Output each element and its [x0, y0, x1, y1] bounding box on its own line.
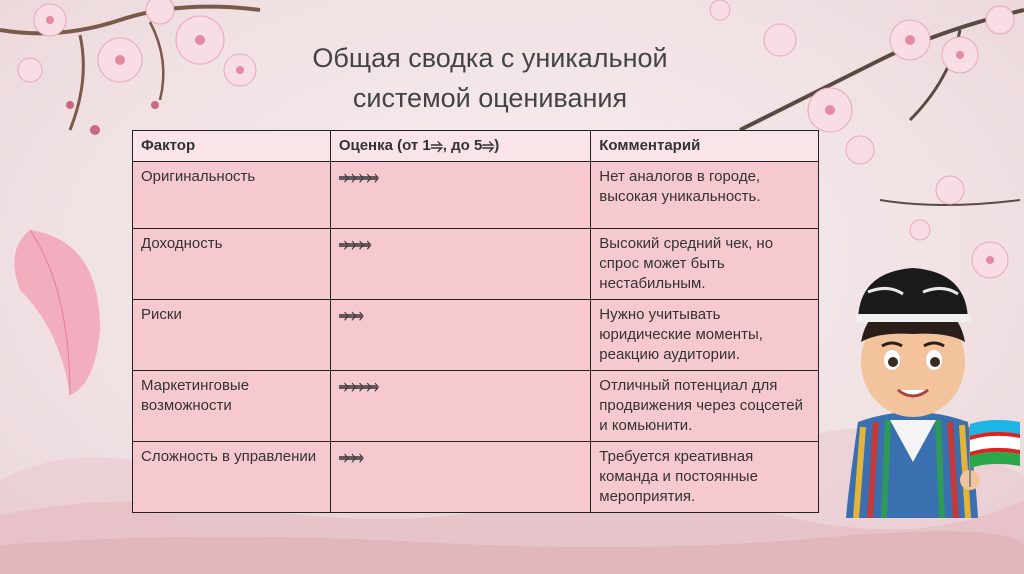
- factor-cell: Маркетинговые возможности: [133, 371, 331, 442]
- boy-mascot-icon: [828, 262, 1024, 518]
- rating-icons: ⥤⥤⥤⥤⥤: [338, 170, 377, 184]
- pink-petal-icon: [0, 210, 120, 400]
- factor-cell: Доходность: [133, 229, 331, 300]
- rating-cell: [330, 162, 590, 229]
- evaluation-table: [132, 130, 819, 513]
- rating-cell: [330, 300, 590, 371]
- rating-cell: [330, 371, 590, 442]
- table-row: [133, 162, 819, 229]
- header-factor: Фактор: [133, 131, 331, 162]
- rating-icons: ⥤⥤⥤: [338, 450, 362, 464]
- factor-cell: Сложность в управлении: [133, 442, 331, 513]
- title-line-1: Общая сводка с уникальной: [312, 43, 668, 73]
- comment-cell: Нет аналогов в городе, высокая уникальность.: [591, 162, 819, 229]
- rating-icons: ⥤⥤⥤⥤: [338, 237, 370, 251]
- comment-cell: Нужно учитывать юридические моменты, реакцию аудитории.: [591, 300, 819, 371]
- comment-cell: Отличный потенциал для продвижения через соцсетей и комьюнити.: [591, 371, 819, 442]
- table-row: [133, 229, 819, 300]
- rating-icons: ⥤⥤⥤⥤⥤: [338, 379, 377, 393]
- table-header-row: [133, 131, 819, 162]
- title-line-2: системой оценивания: [352, 83, 628, 113]
- slide-title: [230, 38, 750, 118]
- header-comment: Комментарий: [591, 131, 819, 162]
- comment-cell: Высокий средний чек, но спрос может быть нестабильным.: [591, 229, 819, 300]
- rating-icons: ⥤⥤⥤: [338, 308, 362, 322]
- table-row: [133, 442, 819, 513]
- comment-cell: Требуется креативная команда и постоянные мероприятия.: [591, 442, 819, 513]
- uzbekistan-flag-icon: [970, 420, 1020, 468]
- header-rating: Оценка (от 1⥤, до 5⥤): [330, 131, 590, 162]
- table-row: [133, 300, 819, 371]
- factor-cell: Риски: [133, 300, 331, 371]
- table-row: [133, 371, 819, 442]
- rating-cell: [330, 442, 590, 513]
- rating-cell: [330, 229, 590, 300]
- factor-cell: Оригинальность: [133, 162, 331, 229]
